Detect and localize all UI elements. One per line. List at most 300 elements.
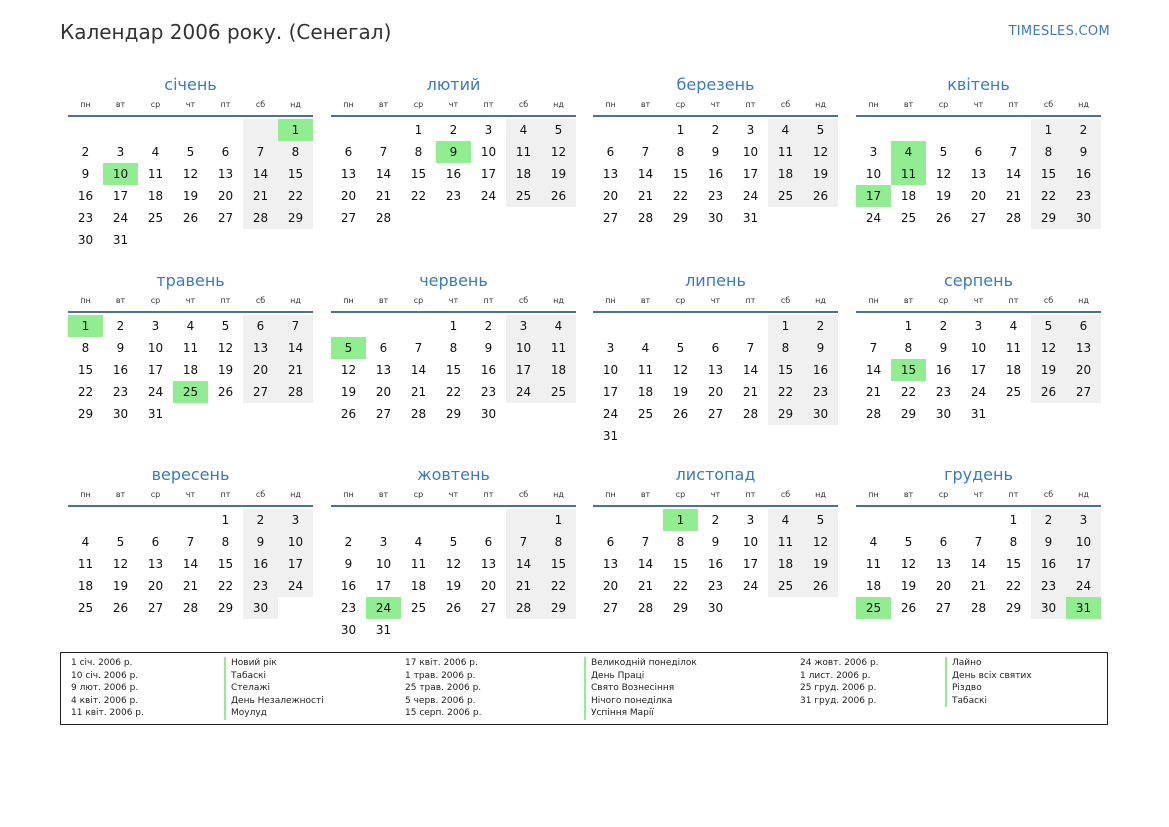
day-cell: 9 <box>1031 531 1066 553</box>
day-grid <box>593 117 838 229</box>
day-cell: 31 <box>602 429 619 443</box>
day-cell: 29 <box>768 403 803 425</box>
weekday-label: вт <box>640 100 651 109</box>
day-cell: 6 <box>344 145 353 159</box>
day-cell: 19 <box>900 579 917 593</box>
day-cell: 17 <box>742 557 759 571</box>
day-cell: 7 <box>641 145 650 159</box>
weekday-label: ср <box>413 100 424 109</box>
weekday-label: чт <box>973 296 984 305</box>
day-cell: 1 <box>414 123 423 137</box>
day-cell: 4 <box>891 141 926 163</box>
day-cell: 13 <box>147 557 164 571</box>
holiday-name: День всіх святих <box>945 670 1032 683</box>
day-cell: 2 <box>344 535 353 549</box>
empty-cell <box>506 207 541 229</box>
day-cell: 20 <box>602 579 619 593</box>
day-cell: 14 <box>506 553 541 575</box>
month-name: липень <box>685 271 746 290</box>
day-cell: 19 <box>803 163 838 185</box>
day-cell: 20 <box>602 189 619 203</box>
empty-cell <box>138 509 173 531</box>
day-cell: 25 <box>768 575 803 597</box>
weekday-header <box>68 295 313 313</box>
weekday-label: нд <box>553 100 564 109</box>
month-7 <box>593 270 838 447</box>
day-cell: 6 <box>711 341 720 355</box>
month-8 <box>856 270 1101 425</box>
day-cell: 25 <box>506 185 541 207</box>
day-cell: 17 <box>112 189 129 203</box>
month-name: вересень <box>151 465 230 484</box>
weekday-label: пн <box>868 100 879 109</box>
empty-cell <box>996 403 1031 425</box>
empty-cell <box>208 403 243 425</box>
day-cell: 3 <box>379 535 388 549</box>
weekday-label: пт <box>1008 100 1019 109</box>
weekday-label: пт <box>483 296 494 305</box>
day-cell: 2 <box>449 123 458 137</box>
holiday-name: Успіння Марії <box>584 707 697 720</box>
day-cell: 2 <box>1031 509 1066 531</box>
weekday-label: пн <box>343 100 354 109</box>
month-11 <box>593 464 838 619</box>
day-cell: 13 <box>375 363 392 377</box>
day-cell: 9 <box>243 531 278 553</box>
day-cell: 10 <box>506 337 541 359</box>
day-cell: 9 <box>116 341 125 355</box>
day-cell: 11 <box>541 337 576 359</box>
empty-cell <box>593 119 628 141</box>
day-cell: 5 <box>939 145 948 159</box>
day-cell: 4 <box>81 535 90 549</box>
empty-cell <box>243 229 278 251</box>
weekday-label: чт <box>185 490 196 499</box>
weekday-label: нд <box>290 100 301 109</box>
day-cell: 6 <box>379 341 388 355</box>
day-cell: 5 <box>449 535 458 549</box>
day-cell: 4 <box>541 315 576 337</box>
day-cell: 13 <box>602 167 619 181</box>
month-name: січень <box>164 75 217 94</box>
weekday-label: пн <box>80 100 91 109</box>
day-cell: 16 <box>445 167 462 181</box>
day-cell: 3 <box>606 341 615 355</box>
day-cell: 8 <box>449 341 458 355</box>
day-cell: 19 <box>935 189 952 203</box>
day-cell: 11 <box>768 531 803 553</box>
day-cell: 13 <box>480 557 497 571</box>
day-cell: 21 <box>970 579 987 593</box>
day-cell: 31 <box>375 623 392 637</box>
day-grid <box>331 313 576 425</box>
weekday-label: пт <box>1008 490 1019 499</box>
day-cell: 23 <box>1031 575 1066 597</box>
day-cell: 6 <box>484 535 493 549</box>
empty-cell <box>891 119 926 141</box>
weekday-label: пт <box>745 490 756 499</box>
empty-cell <box>768 207 803 229</box>
day-cell: 14 <box>243 163 278 185</box>
day-cell: 5 <box>1031 315 1066 337</box>
day-cell: 1 <box>278 119 313 141</box>
day-cell: 19 <box>340 385 357 399</box>
holiday-name: Моулуд <box>224 707 324 720</box>
day-cell: 20 <box>340 189 357 203</box>
day-cell: 25 <box>410 601 427 615</box>
weekday-header <box>856 295 1101 313</box>
empty-cell <box>436 509 471 531</box>
day-cell: 2 <box>81 145 90 159</box>
month-9 <box>68 464 313 619</box>
day-cell: 10 <box>602 363 619 377</box>
day-cell: 3 <box>116 145 125 159</box>
month-5 <box>68 270 313 425</box>
day-cell: 18 <box>147 189 164 203</box>
holiday-names-col-1 <box>224 657 324 720</box>
weekday-label: вт <box>378 100 389 109</box>
day-cell: 21 <box>278 359 313 381</box>
day-cell: 6 <box>974 145 983 159</box>
day-cell: 3 <box>151 319 160 333</box>
weekday-label: чт <box>448 490 459 499</box>
day-cell: 21 <box>375 189 392 203</box>
day-cell: 10 <box>1066 531 1101 553</box>
day-cell: 27 <box>480 601 497 615</box>
day-cell: 24 <box>742 189 759 203</box>
day-cell: 19 <box>672 385 689 399</box>
day-cell: 4 <box>641 341 650 355</box>
day-cell: 14 <box>637 167 654 181</box>
day-cell: 25 <box>856 597 891 619</box>
day-cell: 12 <box>672 363 689 377</box>
day-cell: 14 <box>1005 167 1022 181</box>
day-cell: 14 <box>865 363 882 377</box>
day-cell: 28 <box>278 381 313 403</box>
day-cell: 21 <box>742 385 759 399</box>
day-cell: 7 <box>869 341 878 355</box>
day-cell: 28 <box>506 597 541 619</box>
day-cell: 9 <box>436 141 471 163</box>
holiday-date: 1 трав. 2006 р. <box>405 670 476 681</box>
month-name: лютий <box>426 75 481 94</box>
holiday-date: 1 січ. 2006 р. <box>71 658 133 668</box>
day-cell: 11 <box>891 163 926 185</box>
weekday-label: вт <box>378 490 389 499</box>
holiday-date: 25 груд. 2006 р. <box>800 683 877 694</box>
weekday-label: сб <box>1043 490 1054 499</box>
weekday-label: сб <box>780 490 791 499</box>
day-grid <box>856 313 1101 425</box>
day-cell: 25 <box>768 185 803 207</box>
day-cell: 12 <box>1031 337 1066 359</box>
day-cell: 21 <box>637 579 654 593</box>
day-cell: 1 <box>221 513 230 527</box>
holiday-date: 10 січ. 2006 р. <box>71 670 139 681</box>
day-cell: 17 <box>147 363 164 377</box>
day-cell: 16 <box>112 363 129 377</box>
day-cell: 8 <box>81 341 90 355</box>
empty-cell <box>401 509 436 531</box>
day-cell: 7 <box>974 535 983 549</box>
day-cell: 23 <box>445 189 462 203</box>
day-cell: 13 <box>243 337 278 359</box>
day-cell: 2 <box>484 319 493 333</box>
weekday-header <box>331 295 576 313</box>
day-cell: 7 <box>641 535 650 549</box>
day-cell: 8 <box>414 145 423 159</box>
day-cell: 29 <box>445 407 462 421</box>
day-cell: 23 <box>707 579 724 593</box>
day-cell: 22 <box>541 575 576 597</box>
empty-cell <box>278 403 313 425</box>
site-link[interactable]: TIMESLES.COM <box>1008 24 1110 39</box>
weekday-label: ср <box>675 296 686 305</box>
day-cell: 29 <box>278 207 313 229</box>
day-cell: 12 <box>112 557 129 571</box>
holiday-date: 9 лют. 2006 р. <box>71 683 139 694</box>
weekday-label: пн <box>605 100 616 109</box>
holiday-date: 1 лист. 2006 р. <box>800 670 871 681</box>
day-cell: 7 <box>746 341 755 355</box>
day-cell: 26 <box>803 575 838 597</box>
day-cell: 16 <box>77 189 94 203</box>
weekday-label: пт <box>220 100 231 109</box>
day-cell: 3 <box>506 315 541 337</box>
empty-cell <box>243 119 278 141</box>
weekday-label: сб <box>255 100 266 109</box>
weekday-label: нд <box>1078 490 1089 499</box>
empty-cell <box>996 119 1031 141</box>
day-grid <box>856 507 1101 619</box>
weekday-label: пн <box>605 490 616 499</box>
weekday-label: вт <box>115 100 126 109</box>
weekday-label: вт <box>903 100 914 109</box>
day-cell: 30 <box>112 407 129 421</box>
day-cell: 7 <box>414 341 423 355</box>
day-cell: 11 <box>768 141 803 163</box>
day-cell: 17 <box>970 363 987 377</box>
month-name: грудень <box>944 465 1013 484</box>
day-cell: 4 <box>768 509 803 531</box>
day-cell: 9 <box>344 557 353 571</box>
weekday-label: ср <box>938 490 949 499</box>
weekday-label: сб <box>518 100 529 109</box>
day-cell: 19 <box>445 579 462 593</box>
day-cell: 25 <box>637 407 654 421</box>
day-cell: 28 <box>742 407 759 421</box>
day-cell: 6 <box>221 145 230 159</box>
day-cell: 27 <box>935 601 952 615</box>
weekday-label: пн <box>868 296 879 305</box>
day-cell: 2 <box>711 123 720 137</box>
weekday-label: пн <box>80 490 91 499</box>
weekday-label: пн <box>343 490 354 499</box>
day-cell: 11 <box>77 557 94 571</box>
day-cell: 26 <box>1031 381 1066 403</box>
day-cell: 10 <box>480 145 497 159</box>
day-cell: 29 <box>672 601 689 615</box>
empty-cell <box>593 509 628 531</box>
holiday-names-col-3 <box>945 657 1032 707</box>
day-cell: 12 <box>935 167 952 181</box>
day-cell: 8 <box>221 535 230 549</box>
weekday-label: нд <box>290 296 301 305</box>
day-cell: 30 <box>340 623 357 637</box>
weekday-label: пн <box>605 296 616 305</box>
day-cell: 25 <box>77 601 94 615</box>
day-cell: 23 <box>243 575 278 597</box>
weekday-header <box>331 99 576 117</box>
day-cell: 6 <box>939 535 948 549</box>
day-cell: 19 <box>1031 359 1066 381</box>
day-cell: 26 <box>900 601 917 615</box>
day-cell: 1 <box>1031 119 1066 141</box>
empty-cell <box>926 509 961 531</box>
holiday-name: Великодній понеділок <box>584 657 697 670</box>
empty-cell <box>628 315 663 337</box>
day-cell: 10 <box>147 341 164 355</box>
month-name: червень <box>419 271 488 290</box>
empty-cell <box>173 509 208 531</box>
day-cell: 22 <box>900 385 917 399</box>
day-cell: 24 <box>147 385 164 399</box>
empty-cell <box>68 509 103 531</box>
day-cell: 26 <box>340 407 357 421</box>
day-cell: 13 <box>217 167 234 181</box>
day-cell: 1 <box>541 509 576 531</box>
empty-cell <box>1031 403 1066 425</box>
empty-cell <box>436 619 471 641</box>
weekday-label: пт <box>220 490 231 499</box>
day-cell: 17 <box>480 167 497 181</box>
weekday-label: пт <box>220 296 231 305</box>
empty-cell <box>173 119 208 141</box>
day-cell: 25 <box>147 211 164 225</box>
month-name: жовтень <box>417 465 490 484</box>
day-cell: 20 <box>707 385 724 399</box>
day-cell: 24 <box>602 407 619 421</box>
day-cell: 31 <box>112 233 129 247</box>
day-cell: 27 <box>602 601 619 615</box>
day-cell: 4 <box>186 319 195 333</box>
day-cell: 17 <box>278 553 313 575</box>
day-cell: 26 <box>182 211 199 225</box>
empty-cell <box>733 425 768 447</box>
day-cell: 27 <box>970 211 987 225</box>
empty-cell <box>366 509 401 531</box>
weekday-label: чт <box>448 100 459 109</box>
day-cell: 14 <box>637 557 654 571</box>
holiday-dates-col-2 <box>405 657 481 720</box>
weekday-header <box>856 489 1101 507</box>
weekday-label: пт <box>483 490 494 499</box>
day-cell: 23 <box>707 189 724 203</box>
day-cell: 15 <box>77 363 94 377</box>
day-cell: 9 <box>803 337 838 359</box>
day-cell: 26 <box>803 185 838 207</box>
day-cell: 4 <box>506 119 541 141</box>
day-cell: 20 <box>147 579 164 593</box>
day-cell: 19 <box>541 163 576 185</box>
day-cell: 27 <box>217 211 234 225</box>
day-cell: 20 <box>935 579 952 593</box>
day-cell: 5 <box>803 509 838 531</box>
empty-cell <box>208 119 243 141</box>
weekday-label: вт <box>903 296 914 305</box>
day-cell: 5 <box>541 119 576 141</box>
day-cell: 5 <box>331 337 366 359</box>
day-cell: 8 <box>676 535 685 549</box>
day-cell: 11 <box>1005 341 1022 355</box>
day-cell: 7 <box>506 531 541 553</box>
day-cell: 22 <box>410 189 427 203</box>
day-cell: 2 <box>803 315 838 337</box>
day-cell: 30 <box>707 211 724 225</box>
weekday-label: нд <box>290 490 301 499</box>
day-cell: 8 <box>541 531 576 553</box>
day-cell: 13 <box>935 557 952 571</box>
day-cell: 28 <box>243 207 278 229</box>
day-cell: 15 <box>1005 557 1022 571</box>
empty-cell <box>698 425 733 447</box>
holiday-date: 24 жовт. 2006 р. <box>800 658 879 668</box>
day-cell: 14 <box>970 557 987 571</box>
weekday-label: ср <box>150 100 161 109</box>
empty-cell <box>208 229 243 251</box>
day-cell: 10 <box>278 531 313 553</box>
day-cell: 11 <box>410 557 427 571</box>
day-cell: 30 <box>480 407 497 421</box>
month-3 <box>593 74 838 229</box>
day-cell: 30 <box>77 233 94 247</box>
day-cell: 17 <box>742 167 759 181</box>
weekday-label: пт <box>745 296 756 305</box>
day-cell: 15 <box>1031 163 1066 185</box>
empty-cell <box>803 207 838 229</box>
day-cell: 2 <box>939 319 948 333</box>
day-cell: 26 <box>541 185 576 207</box>
day-cell: 29 <box>77 407 94 421</box>
day-cell: 20 <box>970 189 987 203</box>
day-cell: 27 <box>147 601 164 615</box>
day-cell: 29 <box>900 407 917 421</box>
day-cell: 28 <box>182 601 199 615</box>
day-cell: 6 <box>1066 315 1101 337</box>
day-cell: 31 <box>970 407 987 421</box>
empty-cell <box>628 425 663 447</box>
weekday-header <box>68 99 313 117</box>
day-cell: 30 <box>243 597 278 619</box>
weekday-label: ср <box>413 296 424 305</box>
day-cell: 18 <box>768 163 803 185</box>
day-cell: 22 <box>217 579 234 593</box>
empty-cell <box>331 315 366 337</box>
empty-cell <box>331 119 366 141</box>
day-cell: 10 <box>742 145 759 159</box>
day-cell: 28 <box>1005 211 1022 225</box>
empty-cell <box>471 619 506 641</box>
day-cell: 25 <box>541 381 576 403</box>
day-cell: 9 <box>711 145 720 159</box>
day-cell: 14 <box>410 363 427 377</box>
day-cell: 3 <box>278 509 313 531</box>
empty-cell <box>856 119 891 141</box>
weekday-label: нд <box>553 296 564 305</box>
day-cell: 6 <box>243 315 278 337</box>
weekday-header <box>331 489 576 507</box>
day-cell: 28 <box>970 601 987 615</box>
